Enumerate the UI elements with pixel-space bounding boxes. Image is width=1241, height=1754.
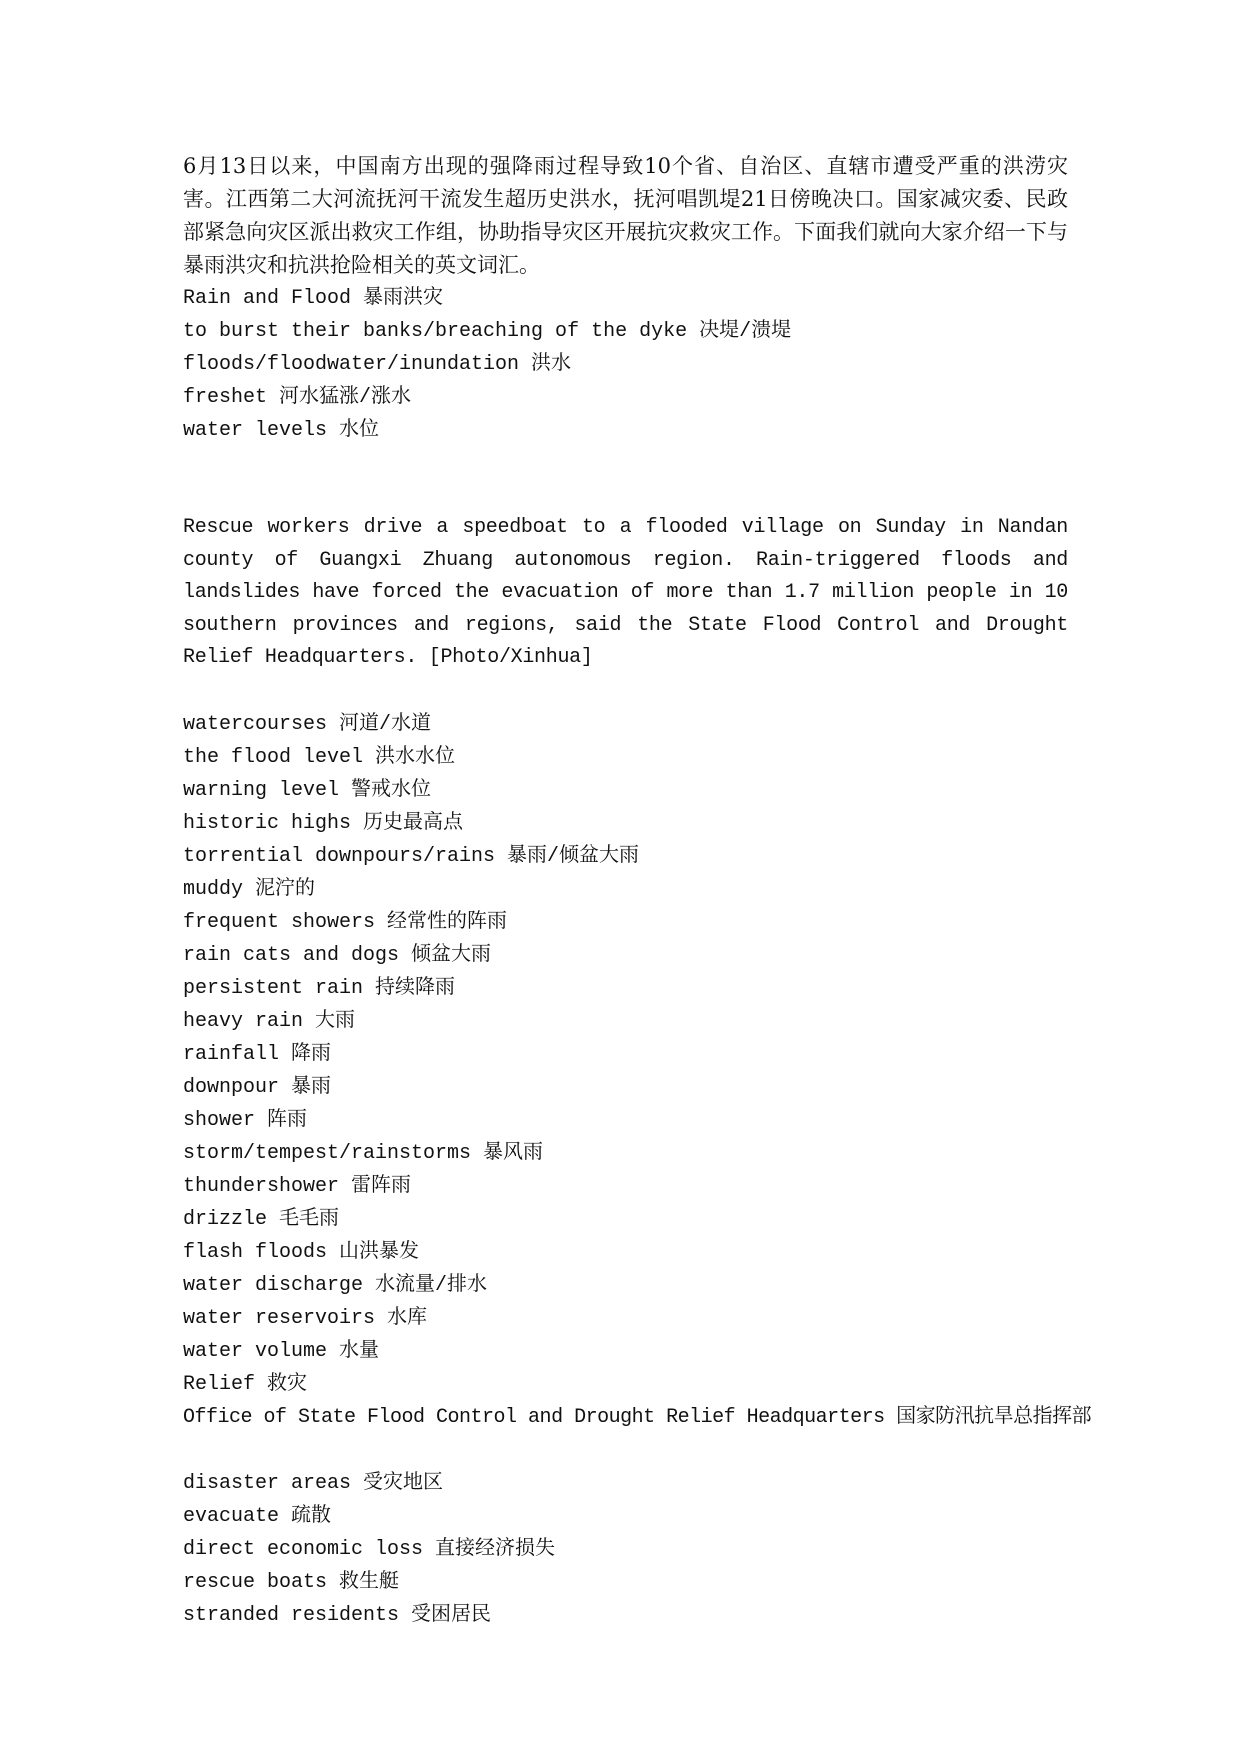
vocab-item: Rain and Flood 暴雨洪灾 [183,287,444,310]
vocab-item: muddy 泥泞的 [183,877,316,901]
vocab-list-rain-flood [183,282,1068,447]
document-page [183,150,1092,1632]
vocab-item: to burst their banks/breaching of the dyke 决堤/溃堤 [183,320,792,343]
vocab-item: rainfall 降雨 [183,1042,332,1066]
vocab-item: warning level 警戒水位 [183,778,432,802]
vocab-item: stranded residents 受困居民 [183,1603,492,1627]
vocab-item: torrential downpours/rains 暴雨/倾盆大雨 [183,844,640,868]
vocab-item: water discharge 水流量/排水 [183,1273,488,1297]
vocab-item: the flood level 洪水水位 [183,745,456,769]
spacer [183,447,1068,512]
vocab-item: Office of State Flood Control and Drought Relief Headquarters 国家防汛抗旱总指挥部 [183,1405,1092,1429]
photo-caption: Rescue workers drive a speedboat to a flooded village on Sunday in Nandan county of Guangxi Zhuang autonomous region. Rain-triggered floods and landslides have forced the evacuation of more than 1.7 million people in 10 southern provinces and regions, said the State Flood Control and Drought Relief Headquarters. [Photo/Xinhua] [183,516,1068,669]
vocab-item: water levels 水位 [183,419,380,442]
vocab-list-disaster [183,1467,1068,1632]
vocab-item: storm/tempest/rainstorms 暴风雨 [183,1141,544,1165]
vocab-item: flash floods 山洪暴发 [183,1240,420,1264]
vocab-item: Relief 救灾 [183,1372,308,1396]
vocab-item: heavy rain 大雨 [183,1009,356,1033]
vocab-item: freshet 河水猛涨/涨水 [183,386,412,409]
spacer [183,1434,1068,1467]
vocab-item: direct economic loss 直接经济损失 [183,1537,556,1561]
vocab-item: disaster areas 受灾地区 [183,1471,444,1495]
vocab-item: persistent rain 持续降雨 [183,976,456,1000]
vocab-item: downpour 暴雨 [183,1075,332,1099]
vocab-item: floods/floodwater/inundation 洪水 [183,353,572,376]
vocab-list-rain-relief [183,708,1092,1434]
vocab-item: evacuate 疏散 [183,1504,332,1528]
vocab-item: historic highs 历史最高点 [183,811,464,835]
vocab-item: watercourses 河道/水道 [183,712,432,736]
spacer [183,675,1068,708]
vocab-item: water volume 水量 [183,1339,380,1363]
vocab-item: water reservoirs 水库 [183,1306,428,1330]
vocab-item: frequent showers 经常性的阵雨 [183,910,508,934]
vocab-item: thundershower 雷阵雨 [183,1174,412,1198]
intro-paragraph: 6月13日以来，中国南方出现的强降雨过程导致10个省、自治区、直辖市遭受严重的洪涝灾害。江西第二大河流抚河干流发生超历史洪水，抚河唱凯堤21日傍晚决口。国家减灾委、民政部紧急向灾区派出救灾工作组，协助指导灾区开展抗灾救灾工作。下面我们就向大家介绍一下与暴雨洪灾和抗洪抢险相关的英文词汇。 [183,154,1068,277]
vocab-item: drizzle 毛毛雨 [183,1207,340,1231]
vocab-item: rescue boats 救生艇 [183,1570,400,1594]
vocab-item: shower 阵雨 [183,1108,308,1132]
vocab-item: rain cats and dogs 倾盆大雨 [183,943,492,967]
